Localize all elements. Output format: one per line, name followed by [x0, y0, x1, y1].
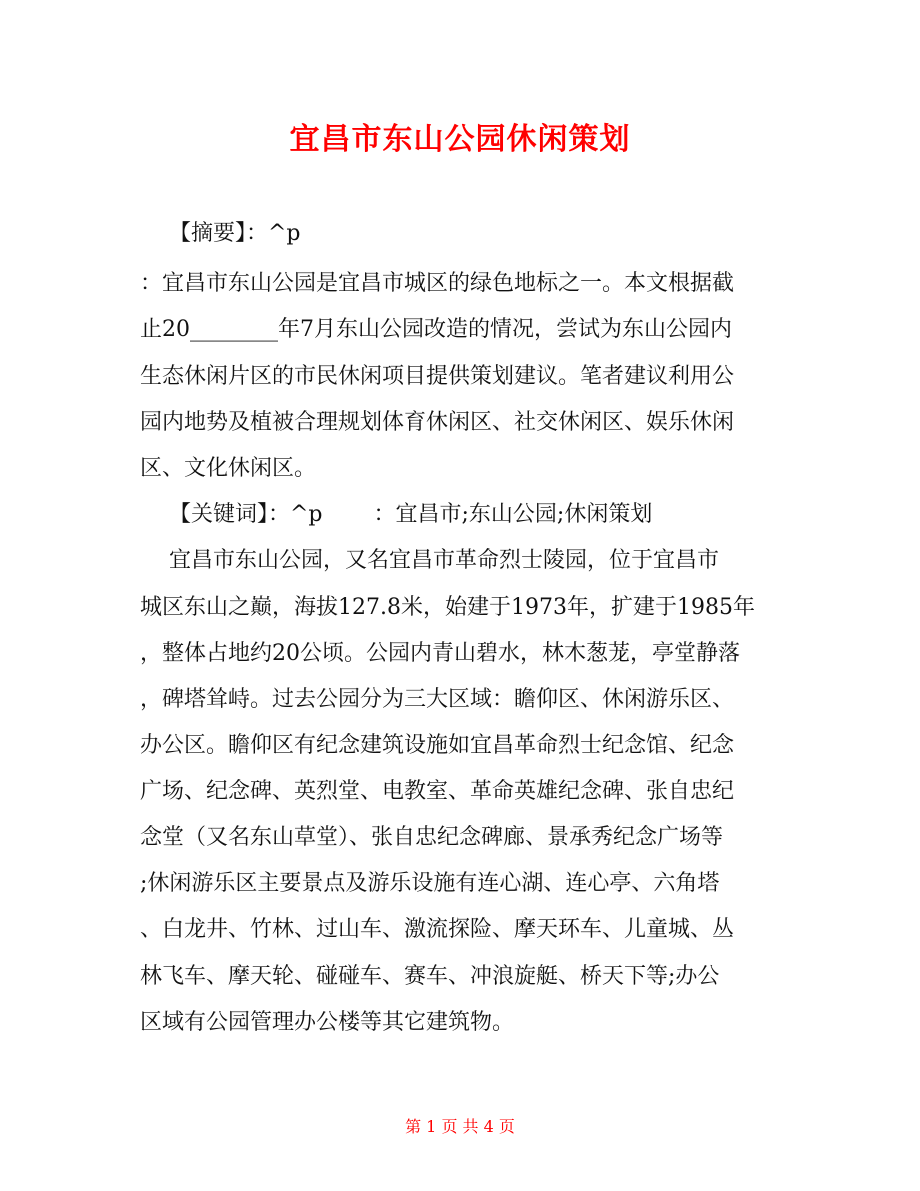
document-title: 宜昌市东山公园休闲策划: [289, 122, 631, 157]
body-line: 林飞车、摩天轮、碰碰车、赛车、冲浪旋艇、桥天下等;办公: [140, 964, 720, 989]
keywords-line: 【关键词】：^p ：宜昌市;东山公园;休闲策划: [140, 502, 653, 527]
body-line: ;休闲游乐区主要景点及游乐设施有连心湖、连心亭、六角塔: [140, 871, 720, 896]
body-line: 、白龙井、竹林、过山车、激流探险、摩天环车、儿童城、丛: [140, 917, 735, 942]
body-line: 区域有公园管理办公楼等其它建筑物。: [140, 1010, 515, 1035]
abstract-line: ：宜昌市东山公园是宜昌市城区的绿色地标之一。本文根据截: [140, 271, 735, 296]
abstract-line: 区、文化休闲区。: [140, 456, 317, 481]
body-line: ，整体占地约20公顷。公园内青山碧水，林木葱茏，亭堂静落: [140, 641, 740, 666]
body-line: 宜昌市东山公园，又名宜昌市革命烈士陵园，位于宜昌市: [140, 548, 719, 573]
body-line: 广场、纪念碑、英烈堂、电教室、革命英雄纪念碑、张自忠纪: [140, 779, 735, 804]
abstract-line: 止20________年7月东山公园改造的情况，尝试为东山公园内: [140, 317, 732, 342]
page-number-footer: 第 1 页 共 4 页: [405, 1117, 515, 1136]
abstract-heading: 【摘要】：^p: [140, 221, 301, 246]
body-line: 念堂（又名东山草堂）、张自忠纪念碑廊、景承秀纪念广场等: [140, 825, 724, 850]
body-line: ，碑塔耸峙。过去公园分为三大区域：瞻仰区、休闲游乐区、: [140, 687, 735, 712]
body-line: 办公区。瞻仰区有纪念建筑设施如宜昌革命烈士纪念馆、纪念: [140, 733, 735, 758]
abstract-line: 园内地势及植被合理规划体育休闲区、社交休闲区、娱乐休闲: [140, 410, 735, 435]
body-line: 城区东山之巅，海拔127.8米，始建于1973年，扩建于1985年: [140, 595, 755, 620]
abstract-line: 生态休闲片区的市民休闲项目提供策划建议。笔者建议利用公: [140, 364, 735, 389]
